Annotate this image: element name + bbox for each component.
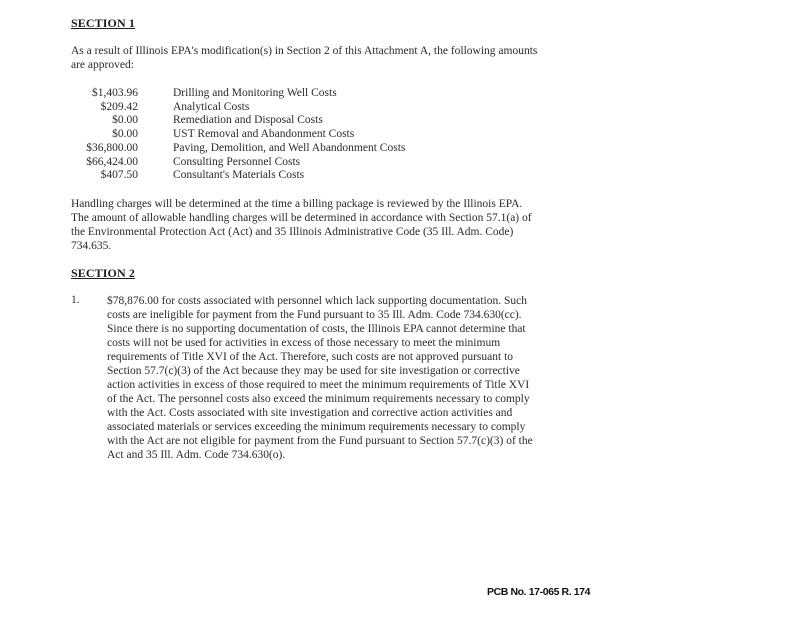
amount-value: $209.42 <box>100 100 138 113</box>
amount-value: $0.00 <box>112 128 138 141</box>
amount-value: $66,424.00 <box>86 155 138 168</box>
amount-value: $36,800.00 <box>86 141 138 154</box>
board-stamp: PCB No. 17-065 R. 174 <box>487 586 591 598</box>
amount-description: UST Removal and Abandonment Costs <box>173 128 355 141</box>
amount-value: $1,403.96 <box>92 87 138 99</box>
amount-row <box>78 114 405 128</box>
amount-row <box>78 169 405 183</box>
amount-row <box>78 156 405 170</box>
section-2-heading: SECTION 2 <box>71 266 135 280</box>
amount-row <box>78 101 405 115</box>
item-text: $78,876.00 for costs associated with personnel which lack supporting documentation. Such costs are ineligible for payment from the Fund pursuant to 35 Ill. Adm. Code 734.630(cc). Since there is no supporting documentation of costs, the Illinois EPA cannot determine that costs will not be used for activities in excess of those necessary to meet the minimum requirements of Title XVI of the Act. Therefore, such costs are not approved pursuant to Section 57.7(c)(3) of the Act because they may be used for site investigation or corrective action activities in excess of those required to meet the minimum requirements of Title XVI of the Act. The personnel costs also exceed the minimum requirements necessary to comply with the Act. Costs associated with site investigation and corrective action activities and associated materials or services exceeding the minimum requirements necessary to comply with the Act are not eligible for payment from the Fund pursuant to Section 57.7(c)(3) of the Act and 35 Ill. Adm. Code 734.630(o). <box>107 295 533 461</box>
handling-charges-paragraph: Handling charges will be determined at the time a billing package is reviewed by the Illinois EPA. The amount of allowable handling charges will be determined in accordance with Section 57.1(a) of the Environmental Protection Act (Act) and 35 Illinois Administrative Code (35 Ill. Adm. Code) 734.635. <box>71 198 532 252</box>
amount-description: Consulting Personnel Costs <box>173 155 301 168</box>
amount-description: Remediation and Disposal Costs <box>173 114 323 127</box>
section-1-intro: As a result of Illinois EPA's modification(s) in Section 2 of this Attachment A, the following amounts are approved: <box>71 45 538 71</box>
amount-description: Consultant's Materials Costs <box>173 169 305 182</box>
section-1-heading: SECTION 1 <box>71 16 135 30</box>
amount-description: Drilling and Monitoring Well Costs <box>173 87 337 99</box>
amount-description: Paving, Demolition, and Well Abandonment Costs <box>173 141 406 154</box>
amount-description: Analytical Costs <box>173 100 250 113</box>
amount-row <box>78 87 405 101</box>
item-number: 1. <box>71 294 80 306</box>
amount-value: $407.50 <box>100 169 138 182</box>
amount-value: $0.00 <box>112 114 138 127</box>
amount-row <box>78 128 405 142</box>
approved-amounts-table <box>78 87 405 183</box>
amount-row <box>78 142 405 156</box>
